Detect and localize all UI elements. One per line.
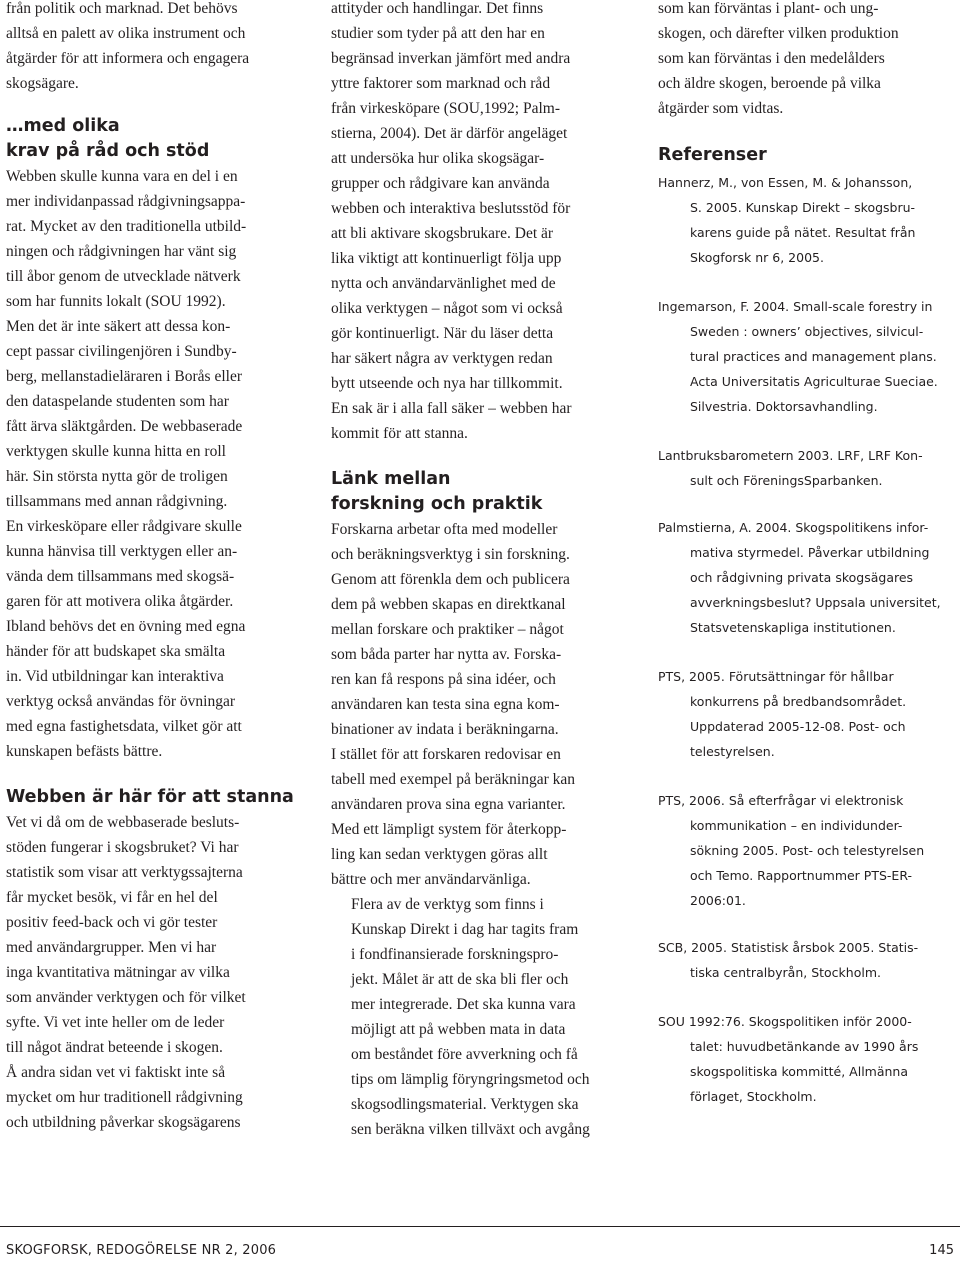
reference-line: och Temo. Rapportnummer PTS-ER- [690,868,913,883]
paragraph [331,517,633,892]
text-line: Forskarna arbetar ofta med modeller [331,521,558,538]
reference-line: S. 2005. Kunskap Direkt – skogsbru- [690,200,916,215]
column-3 [658,0,958,1109]
text-line: rat. Mycket av den traditionella utbild- [6,218,247,235]
text-line: mer integrerade. Det ska kunna vara [351,996,576,1013]
reference-line: SOU 1992:76. Skogspolitiken inför 2000- [658,1014,912,1029]
reference-entry [658,935,958,985]
reference-entry [658,515,958,640]
text-line: sen beräkna vilken tillväxt och avgång [351,1121,590,1138]
text-line: syfte. Vi vet inte heller om de leder [6,1014,225,1031]
text-line: tillsammans med annan rådgivning. [6,493,228,510]
text-line: att bli aktivare skogsbrukare. Det är [331,225,554,242]
text-line: till något ändrat beteende i skogen. [6,1039,223,1056]
text-line: binationer av indata i beräkningarna. [331,721,559,738]
text-line: alltså en palett av olika instrument och [6,25,246,42]
text-line: Webben är här för att stanna [6,787,294,807]
text-line: med egna fastighetsdata, vilket gör att [6,718,242,735]
reference-line: och rådgivning privata skogsägares [690,570,914,585]
text-line: dem på webben skapas en direktkanal [331,596,566,613]
text-line: skogsägare. [6,75,79,92]
reference-line: Statsvetenskapliga institutionen. [690,620,896,635]
text-line: forskning och praktik [331,494,543,514]
text-line: cept passar civilingenjören i Sundby- [6,343,237,360]
paragraph [6,164,302,764]
text-line: nytta och användarvänlighet med de [331,275,556,292]
reference-entry [658,170,958,270]
text-line: i fondfinansierade forskningspro- [351,946,559,963]
text-line: Å andra sidan vet vi faktiskt inte så [6,1064,226,1081]
text-line: jekt. Målet är att de ska bli fler och [351,971,569,988]
text-line: berg, mellanstadieläraren i Borås eller [6,368,242,385]
text-line: verktygen skulle kunna hitta en roll [6,443,226,460]
text-line: ren kan få respons på sina idéer, och [331,671,556,688]
column-1 [6,0,302,1135]
text-line: verktyg också användas för övningar [6,693,235,710]
text-line: begränsad inverkan jämfört med andra [331,50,571,67]
text-line: yttre faktorer som marknad och råd [331,75,551,92]
paragraph [331,0,633,446]
text-line: skogsodlingsmaterial. Verktygen ska [351,1096,579,1113]
reference-entry [658,1009,958,1109]
text-line: bättre och mer användarvänliga. [331,871,531,888]
text-line: användaren prova sina egna varianter. [331,796,566,813]
reference-line: förlaget, Stockholm. [690,1089,817,1104]
text-line: kommit för att stanna. [331,425,468,442]
text-line: …med olika [6,116,120,136]
reference-line: Lantbruksbarometern 2003. LRF, LRF Kon- [658,448,923,463]
reference-line: Uppdaterad 2005-12-08. Post- och [690,719,906,734]
text-line: vända dem tillsammans med skogsä- [6,568,235,585]
text-line: mellan forskare och praktiker – något [331,621,564,638]
text-line: En virkesköpare eller rådgivare skulle [6,518,242,535]
text-line: Referenser [658,145,767,165]
text-line: som har funnits lokalt (SOU 1992). [6,293,226,310]
text-line: garen för att motivera olika åtgärder. [6,593,234,610]
reference-line: Skogforsk nr 6, 2005. [690,250,824,265]
text-line: positiv feed-back och vi gör tester [6,914,218,931]
text-line: in. Vid utbildningar kan interaktiva [6,668,224,685]
text-line: Ibland behövs det en övning med egna [6,618,246,635]
paragraph [658,0,958,121]
text-line: användaren kan testa sina egna kom- [331,696,560,713]
references-heading [658,143,958,168]
text-line: tips om lämplig föryngringsmetod och [351,1071,590,1088]
reference-line: sult och FöreningsSparbanken. [690,473,883,488]
text-line: Men det är inte säkert att dessa kon- [6,318,231,335]
text-line: olika verktygen – något som vi också [331,300,563,317]
text-line: fått ärva släktgården. De webbaserade [6,418,243,435]
text-line: kunna hänvisa till verktygen eller an- [6,543,238,560]
text-line: från politik och marknad. Det behövs [6,0,238,17]
reference-line: Ingemarson, F. 2004. Small-scale forestry in [658,299,933,314]
text-line: En sak är i alla fall säker – webben har [331,400,572,417]
text-line: Kunskap Direkt i dag har tagits fram [351,921,579,938]
text-line: grupper och rådgivare kan använda [331,175,550,192]
footer-publication: SKOGFORSK, REDOGÖRELSE NR 2, 2006 [6,1243,277,1258]
text-line: kunskapen befästs bättre. [6,743,163,760]
text-line: bytt utseende och nya har tillkommit. [331,375,563,392]
reference-line: karens guide på nätet. Resultat från [690,225,916,240]
text-line: skogen, och därefter vilken produktion [658,25,899,42]
reference-entry [658,788,958,913]
text-line: statistik som visar att verktygssajterna [6,864,243,881]
reference-line: PTS, 2005. Förutsättningar för hållbar [658,669,894,684]
reference-entry [658,443,958,493]
text-line: åtgärder som vidtas. [658,100,784,117]
reference-line: telestyrelsen. [690,744,775,759]
text-line: som kan förväntas i plant- och ung- [658,0,879,17]
reference-line: tural practices and management plans. [690,349,937,364]
footer-divider [0,1226,960,1227]
reference-entry [658,294,958,419]
reference-list [658,170,958,1109]
reference-line: Acta Universitatis Agriculturae Sueciae. [690,374,938,389]
text-line: ling kan sedan verktygen göras allt [331,846,548,863]
text-line: och utbildning påverkar skogsägarens [6,1114,241,1131]
text-line: Webben skulle kunna vara en del i en [6,168,238,185]
text-line: lika viktigt att kontinuerligt följa upp [331,250,562,267]
text-line: mycket om hur traditionell rådgivning [6,1089,243,1106]
text-line: och beräkningsverktyg i sin forskning. [331,546,570,563]
reference-line: tiska centralbyrån, Stockholm. [690,965,881,980]
paragraph [6,0,302,96]
text-line: händer för att budskapet ska smälta [6,643,226,660]
reference-line: avverkningsbeslut? Uppsala universitet, [690,595,941,610]
page-number: 145 [929,1243,954,1258]
text-line: som kan förväntas i den medelålders [658,50,885,67]
text-line: attityder och handlingar. Det finns [331,0,544,17]
text-line: och äldre skogen, beroende på vilka [658,75,881,92]
text-line: med användargrupper. Men vi har [6,939,217,956]
text-line: åtgärder för att informera och engagera [6,50,250,67]
text-line: den dataspelande studenten som har [6,393,229,410]
text-line: Länk mellan [331,469,451,489]
text-line: möjligt att på webben mata in data [351,1021,566,1038]
section-heading [6,114,302,164]
text-line: här. Sin största nytta gör de troligen [6,468,228,485]
text-line: mer individanpassad rådgivningsappa- [6,193,246,210]
reference-line: PTS, 2006. Så efterfrågar vi elektronisk [658,793,904,808]
text-line: stierna, 2004). Det är därför angeläget [331,125,568,142]
text-line: studier som tyder på att den har en [331,25,545,42]
reference-line: Palmstierna, A. 2004. Skogspolitikens infor- [658,520,929,535]
text-line: I stället för att forskaren redovisar en [331,746,561,763]
section-heading [6,785,302,810]
text-line: som använder verktygen och för vilket [6,989,246,1006]
column-2 [331,0,633,1142]
reference-line: 2006:01. [690,893,746,908]
text-line: inga kvantitativa mätningar av vilka [6,964,230,981]
text-line: krav på råd och stöd [6,141,210,161]
reference-entry [658,664,958,764]
text-line: stöden fungerar i skogsbruket? Vi har [6,839,239,856]
text-line: Flera av de verktyg som finns i [351,896,544,913]
text-line: från virkesköpare (SOU,1992; Palm- [331,100,561,117]
paragraph [6,810,302,1135]
reference-line: sökning 2005. Post- och telestyrelsen [690,843,925,858]
text-line: får mycket besök, vi får en hel del [6,889,218,906]
text-line: om beståndet före avverkning och få [351,1046,578,1063]
text-line: till åbor genom de utvecklade nätverk [6,268,241,285]
text-line: Genom att förenkla dem och publicera [331,571,570,588]
reference-line: mativa styrmedel. Påverkar utbildning [690,545,930,560]
text-line: webben och interaktiva beslutsstöd för [331,200,571,217]
paragraph [331,892,633,1142]
reference-line: skogspolitiska kommitté, Allmänna [690,1064,909,1079]
text-line: att undersöka hur olika skogsägar- [331,150,545,167]
text-line: Med ett lämpligt system för återkopp- [331,821,567,838]
text-line: tabell med exempel på beräkningar kan [331,771,576,788]
reference-line: kommunikation – en individunder- [690,818,903,833]
text-line: som båda parter har nytta av. Forska- [331,646,562,663]
reference-line: Hannerz, M., von Essen, M. & Johansson, [658,175,913,190]
section-heading [331,467,633,517]
text-line: Vet vi då om de webbaserade besluts- [6,814,240,831]
text-line: har säkert några av verktygen redan [331,350,553,367]
text-line: gör kontinuerligt. När du läser detta [331,325,554,342]
reference-line: Sweden : owners’ objectives, silvicul- [690,324,924,339]
reference-line: talet: huvudbetänkande av 1990 års [690,1039,919,1054]
reference-line: konkurrens på bredbandsområdet. [690,694,907,709]
text-line: ningen och rådgivningen har vänt sig [6,243,237,260]
reference-line: SCB, 2005. Statistisk årsbok 2005. Statis- [658,940,919,955]
reference-line: Silvestria. Doktorsavhandling. [690,399,878,414]
